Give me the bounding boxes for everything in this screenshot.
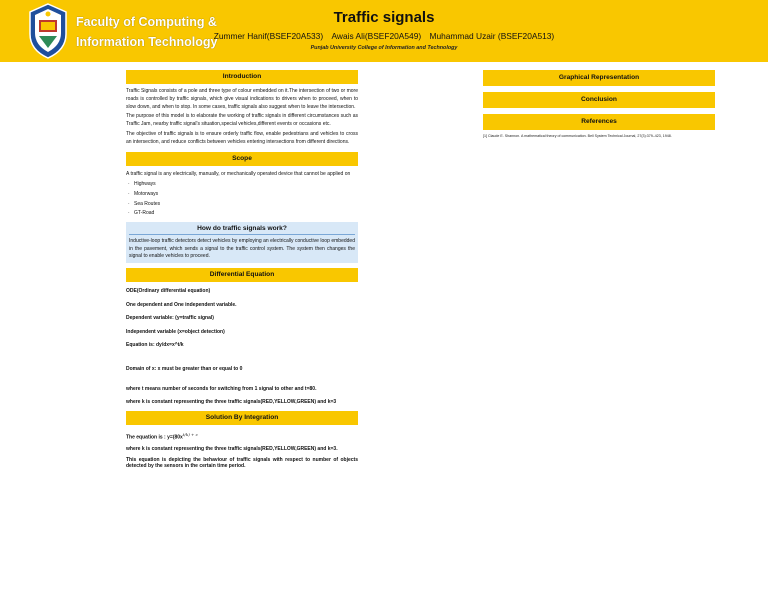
affiliation: Punjab University College of Information and Technology — [310, 45, 458, 51]
author-2: Awais Ali(BSEF20A549) — [331, 31, 422, 41]
solution-heading: Solution By Integration — [126, 411, 358, 425]
k-definition-line: where k is constant representing the three traffic signals(RED,YELLOW,GREEN) and k=3 — [126, 399, 337, 406]
conclusion-heading: Conclusion — [483, 92, 715, 108]
differential-equation-heading: Differential Equation — [126, 268, 358, 282]
solution-body — [126, 431, 358, 470]
university-crest-icon — [27, 2, 69, 60]
author-3: Muhammad Uzair (BSEF20A513) — [429, 31, 555, 41]
introduction-body — [126, 88, 358, 147]
faculty-name — [76, 12, 217, 52]
scope-list — [128, 180, 358, 218]
solution-explanation: This equation is depicting the behaviour of traffic signals with respect to number of objects detected by the sensors in the certain time period. — [126, 456, 358, 470]
how-it-works-paragraph: Inductive-loop traffic detectors detect vehicles by employing an electrically conductive loop embedded in the pavement, which sends a signal to the traffic control system. The system then changes the signal to enable vehicles to proceed. — [129, 237, 355, 260]
list-item: · GT-Road — [128, 210, 155, 217]
how-it-works-heading: How do traffic signals work? — [129, 222, 355, 235]
differential-equation-body — [126, 286, 358, 406]
scope-paragraph: A traffic signal is any electrically, manually, or mechanically operated device that cannot be applied on — [126, 170, 351, 177]
poster-title: Traffic signals — [333, 9, 435, 26]
solution-k-line: where k is constant representing the three traffic signals(RED,YELLOW,GREEN) and k=3. — [126, 446, 338, 453]
faculty-line-1: Faculty of Computing & — [76, 15, 217, 29]
introduction-heading: Introduction — [126, 70, 358, 84]
domain-line: Domain of x: x must be greater than or equal to 0 — [126, 365, 243, 372]
solution-equation: The equation is : $y=(80x^{t/k) + c}$ — [126, 431, 198, 441]
scope-heading: Scope — [126, 152, 358, 166]
list-item: · Motorways — [128, 190, 159, 197]
list-item: · Highways — [128, 181, 156, 188]
faculty-line-2: Information Technology — [76, 35, 218, 49]
independent-variable-line: Independent variable (x=object detection) — [126, 328, 225, 335]
dependent-variable-line: Dependent variable: (y=traffic signal) — [126, 315, 214, 322]
right-column — [483, 70, 715, 139]
how-it-works-block — [126, 222, 358, 263]
equation-line: Equation is: dy/dx=x^t/k — [126, 342, 184, 349]
intro-paragraph-1: Traffic Signals consists of a pole and three type of colour embedded on it.The intersection of two or more roads is controlled by traffic signals, which give visual indications to drivers when to proceed, when to slow down, and when to stop. In some cases, traffic signals also suggest when to leave the intersection. — [126, 88, 358, 110]
reference-1: [1] Claude E. Shannon. A mathematical theory of communication. Bell System Technical Journal, 27(3):379–423, 1948. — [483, 134, 672, 138]
t-definition-line: where t means number of seconds for switching from 1 signal to other and t=80. — [126, 386, 317, 393]
variables-line: One dependent and One independent variable. — [126, 301, 237, 308]
intro-paragraph-3: The objective of traffic signals is to ensure orderly traffic flow, enable pedestrians and vehicles to cross an intersection, and reduce conflicts between vehicles entering intersections from different directions. — [126, 130, 358, 145]
header-banner — [0, 0, 768, 62]
authors-line — [200, 31, 568, 41]
references-heading: References — [483, 114, 715, 130]
graphical-representation-heading: Graphical Representation — [483, 70, 715, 86]
intro-paragraph-2: The purpose of this model is to elaborate the working of traffic signals in different circumstances such as Traffic Jam, nearby traffic signal's situation,special vehicles,different events or occasions etc. — [126, 113, 358, 128]
author-1: Zummer Hanif(BSEF20A533) — [213, 31, 324, 41]
left-column — [126, 70, 358, 470]
list-item: · Sea Routes — [128, 200, 161, 207]
ode-line: ODE(Ordinary differential equation) — [126, 288, 211, 295]
